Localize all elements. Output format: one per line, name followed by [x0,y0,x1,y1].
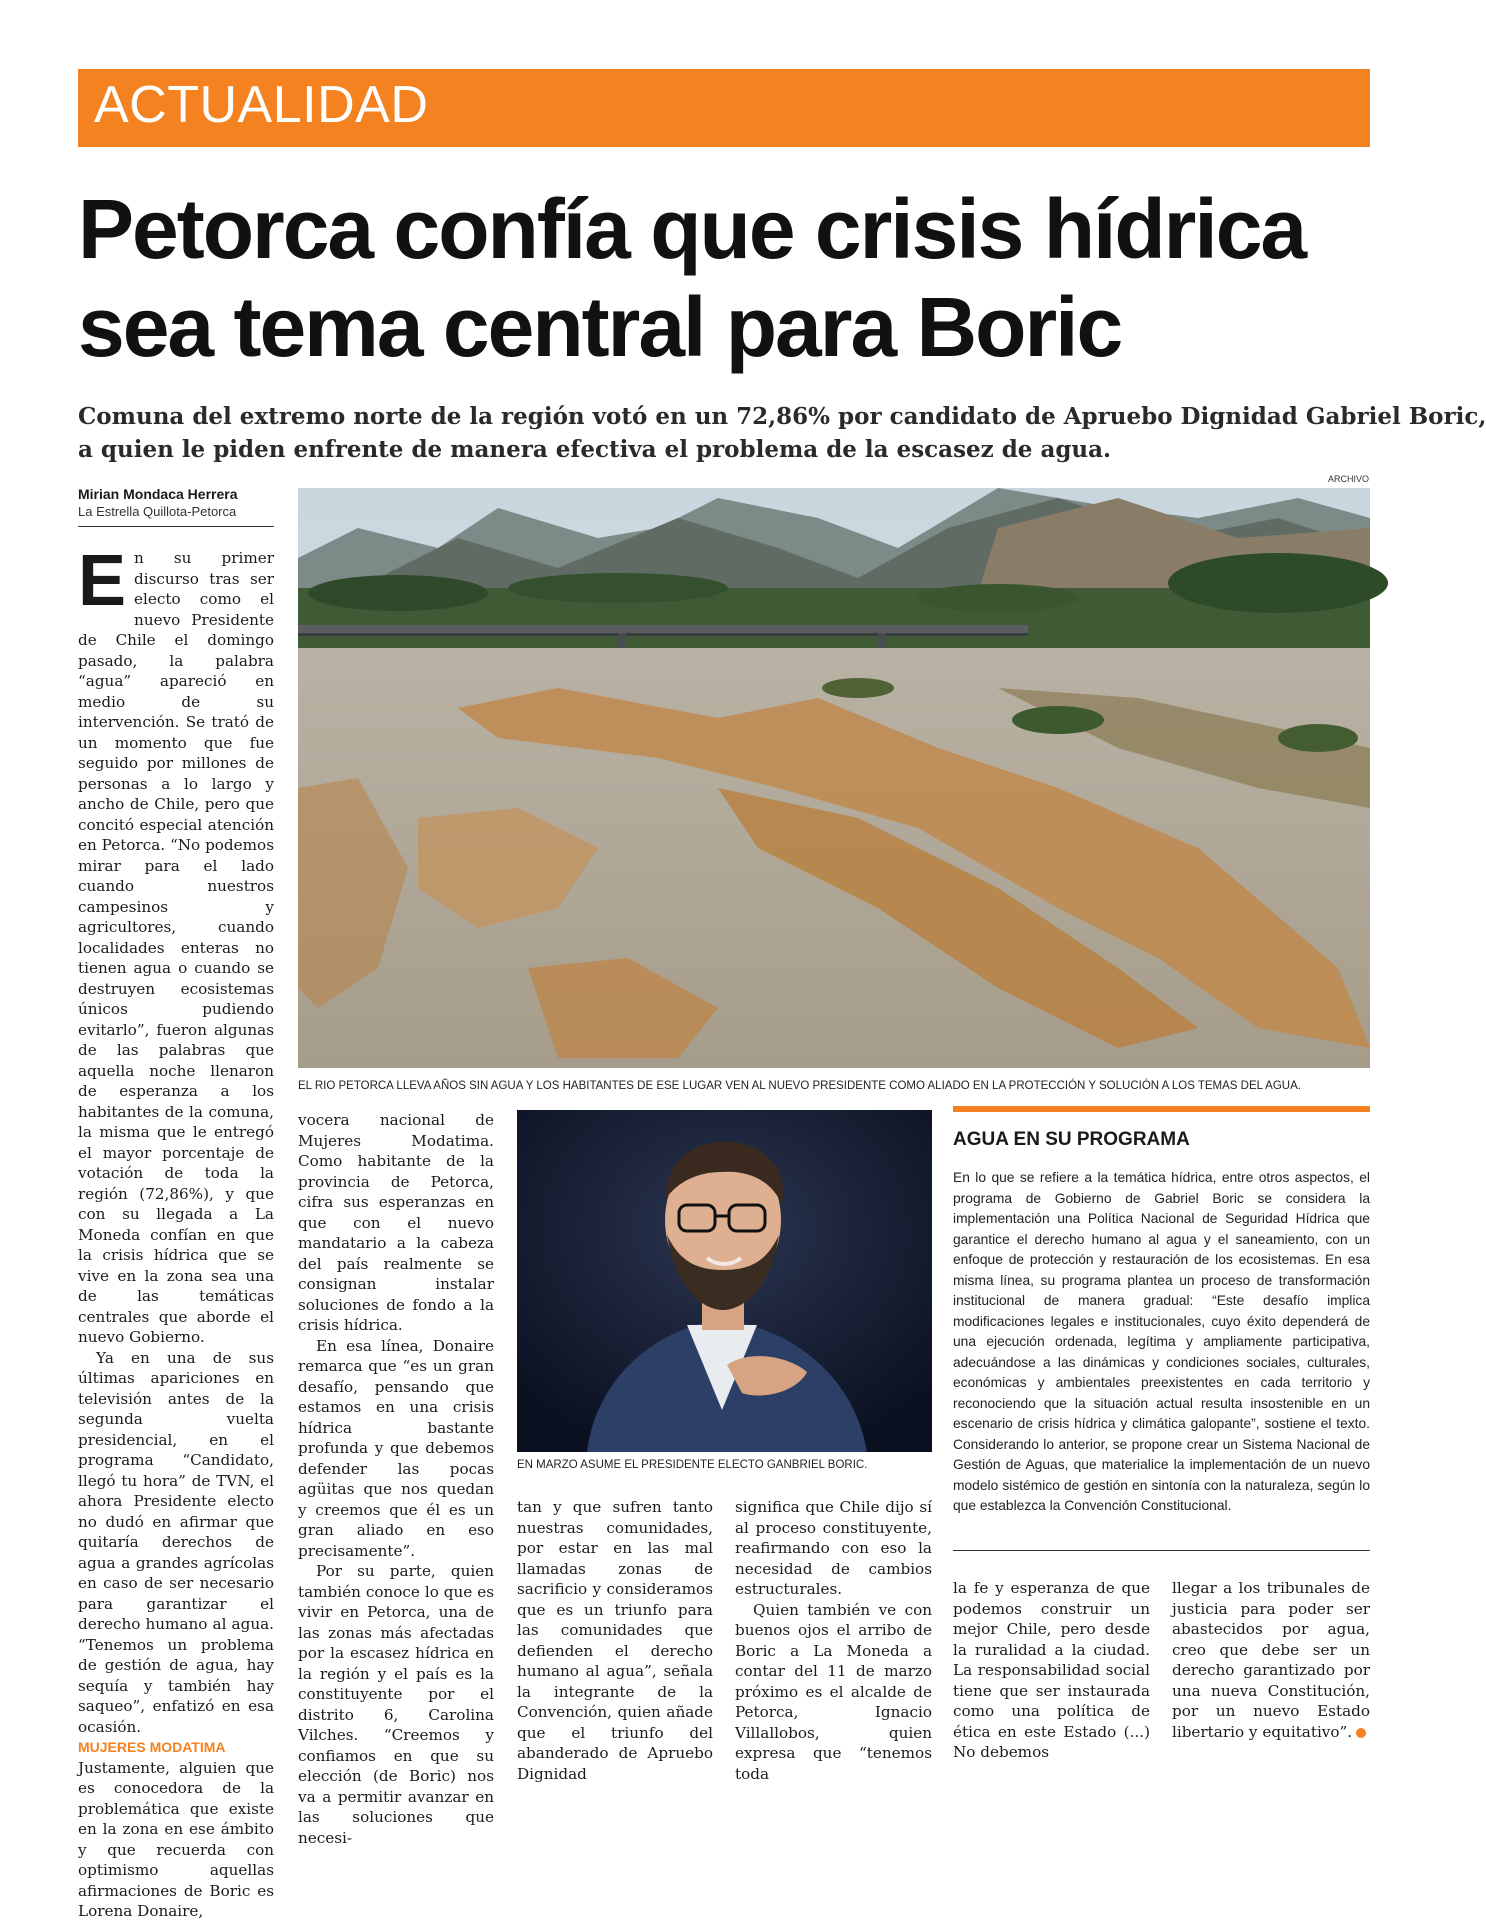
body-column-5 [953,1578,1150,1763]
portrait-illustration [517,1110,932,1452]
deck-line-1: Comuna del extremo norte de la región votó en un 72,86% por candidato de Apruebo Dignidad Gabriel Boric, [78,403,1486,430]
paragraph-1: n su primer discurso tras ser electo como el nuevo Presidente de Chile el domingo pasado, la palabra “agua” apareció en medio de su intervención. Se trató de un momento que fue seguido por millones de personas a lo largo y ancho de Chile, pero que concitó especial atención en Petorca. “No podemos mirar para el lado cuando nuestros campesinos y agricultores, cuando localidades enteras no tienen agua o cuando se destruyen ecosistemas únicos pudiendo evitarlo”, fueron algunas de las palabras que aquella noche llenaron de esperanza a los habitantes de la comuna, la misma que le entregó el mayor porcentaje de votación de toda la región (72,86%), y que con su llegada a La Moneda confían en que la crisis hídrica que se vive en la zona sea una de las temáticas centrales que aborde el nuevo Gobierno. [78,549,274,1346]
sidebar-agua-en-su-programa [953,1106,1370,1517]
dry-river-illustration [298,488,1370,1068]
river-photo [298,488,1370,1068]
paragraph-8: significa que Chile dijo sí al proceso constituyente, reafirmando con eso la necesidad de cambios estructurales. [735,1498,932,1598]
portrait-photo [517,1110,932,1452]
deck [78,400,1486,466]
dropcap: E [78,541,127,621]
author-name: Mirian Mondaca Herrera [78,486,238,502]
body-column-2 [298,1110,494,1848]
sidebar-text: En lo que se refiere a la temática hídrica, entre otros aspectos, el programa de Gobierno de Gabriel Boric se considera la implementación una Política Nacional de Seguridad Hídrica que garantice el derecho humano al agua y el saneamiento, con un enfoque de protección y restauración de los ecosistemas. En esa misma línea, su programa plantea un proceso de transformación institucional de manera gradual: “Este desafío implica modificaciones legales e institucionales, cuyo éxito dependerá de una ejecución ordenada, legítima y ampliamente participativa, adecuándose a las dinámicas y condiciones sociales, culturales, económicas y ambientales preexistentes en cada territorio y reconociendo que la situación actual resulta insostenible en un escenario de crisis hídrica y climática galopante”, sostiene el texto. Considerando lo anterior, se propone crear un Sistema Nacional de Gestión de Aguas, que materialice la implementación de un nuevo modelo sistémico de gestión en sintonía con la naturaleza, según lo que establezca la Convención Constitucional. [953,1170,1370,1513]
deck-line-2: a quien le piden enfrente de manera efectiva el problema de la escasez de agua. [78,436,1112,463]
body-column-6 [1172,1578,1370,1742]
paragraph-10: la fe y esperanza de que podemos construir un mejor Chile, pero desde la ruralidad a la ciudad. La responsabilidad social tiene que ser instaurada como una política de ética en este Estado (...) No debemos [953,1579,1150,1761]
paragraph-9: Quien también ve con buenos ojos el arribo de Boric a La Moneda a contar del 11 de marzo próximo es el alcalde de Petorca, Ignacio Villallobos, quien expresa que “tenemos toda [735,1600,932,1783]
end-mark-icon [1356,1728,1366,1738]
paragraph-2: Ya en una de sus últimas apariciones en televisión antes de la segunda vuelta presidencial, en el programa “Candidato, llegó tu hora” de TVN, el ahora Presidente electo no dudó en afirmar que quitaría derechos de agua a grandes agrícolas en caso de ser necesario para garantizar el derecho humano al agua. “Tenemos un problema de gestión de agua, hay sequía y también hay saqueo”, enfatizó en esa ocasión. [78,1348,274,1736]
paragraph-11: llegar a los tribunales de justicia para poder ser abastecidos por agua, creo que debe ser un derecho garantizado por una nueva Constitución, por un nuevo Estado libertario y equitativo”. [1172,1579,1370,1741]
paragraph-6: Por su parte, quien también conoce lo que es vivir en Petorca, una de las zonas más afectadas por la escasez hídrica en la región y el país es la constituyente por el distrito 6, Carolina Vilches. “Creemos y confiamos en que su elección (de Boric) nos va a permitir avanzar en las soluciones que necesi- [298,1562,494,1847]
river-photo-caption: EL RIO PETORCA LLEVA AÑOS SIN AGUA Y LOS HABITANTES DE ESE LUGAR VEN AL NUEVO PRESIDENTE COMO ALIADO EN LA PROTECCIÓN Y SOLUCIÓN A LOS TEMAS DEL AGUA. [298,1080,1301,1092]
body-column-3 [517,1497,713,1784]
sidebar-title: AGUA EN SU PROGRAMA [953,1129,1190,1150]
byline [78,485,274,527]
subhead-mujeres-modatima: MUJERES MODATIMA [78,1739,226,1755]
paragraph-4: vocera nacional de Mujeres Modatima. Como habitante de la provincia de Petorca, cifra sus esperanzas en que con el nuevo mandatario a la cabeza del país realmente se consignan instalar soluciones de fondo a la crisis hídrica. [298,1111,494,1334]
section-band [78,69,1370,147]
paragraph-3: Justamente, alguien que es conocedora de la problemática que existe en la zona en ese ámbito y que recuerda con optimismo aquellas afirmaciones de Boric es Lorena Donaire, [78,1758,274,1920]
author-outlet: La Estrella Quillota-Petorca [78,504,237,519]
paragraph-5: En esa línea, Donaire remarca que “es un gran desafío, pensando que estamos en una crisis hídrica bastante profunda y que debemos defender las pocas agüitas que nos quedan y creemos que él es un gran aliado en eso precisamente”. [298,1336,494,1560]
photo-credit: ARCHIVO [1328,474,1370,484]
body-column-4 [735,1497,932,1784]
body-column-1 [78,541,274,1922]
headline-line-2: sea tema central para Boric [78,280,1122,374]
section-label: ACTUALIDAD [94,76,429,134]
paragraph-7: tan y que sufren tanto nuestras comunidades, por estar en las mal llamadas zonas de sacrificio y consideramos que es un triunfo para las comunidades que defienden el derecho humano al agua”, señala la integrante de la Convención, quien añade que el triunfo del abanderado de Apruebo Dignidad [517,1498,713,1783]
sidebar-bottom-rule [953,1550,1370,1551]
headline [78,180,1378,376]
portrait-caption: EN MARZO ASUME EL PRESIDENTE ELECTO GANBRIEL BORIC. [517,1459,868,1471]
headline-line-1: Petorca confía que crisis hídrica [78,182,1306,276]
